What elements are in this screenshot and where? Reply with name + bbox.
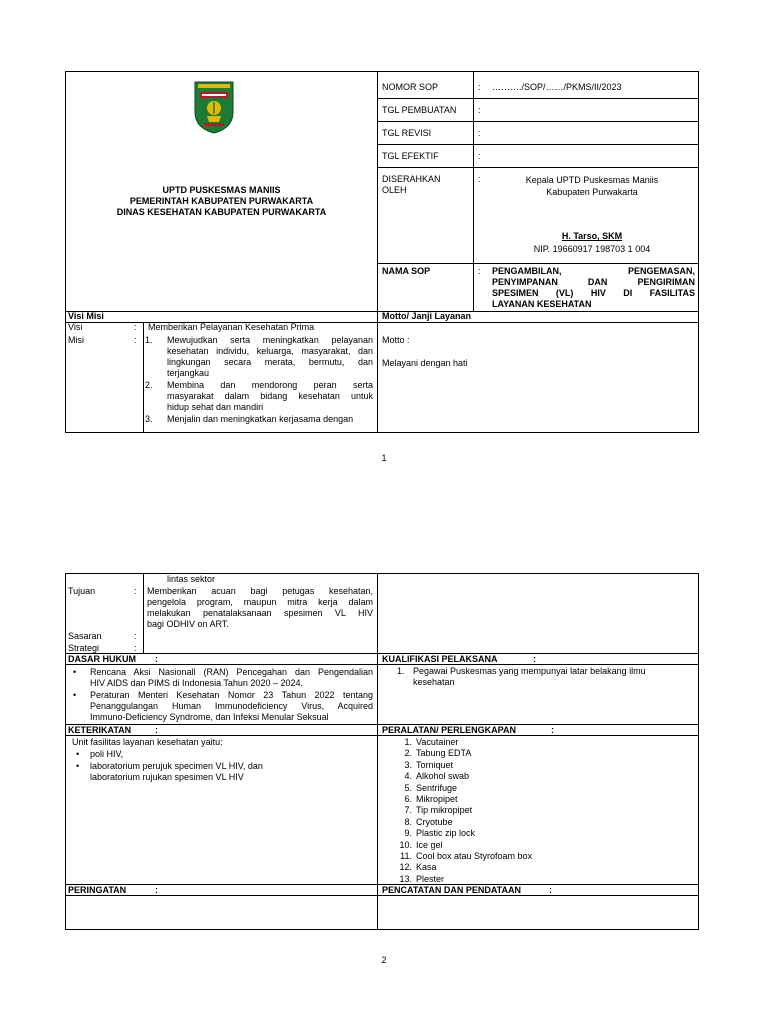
- misi-continuation: lintas sektor: [167, 574, 216, 584]
- colon: :: [478, 128, 481, 138]
- dasar-hukum-item-2: [90, 690, 373, 723]
- misi-line: Menjalin dan meningkatkan kerjasama dengan: [167, 414, 354, 424]
- signer-title: [492, 174, 692, 198]
- misi-line: hidup sehat dan mandiri: [167, 402, 264, 412]
- row-divider: [377, 98, 699, 99]
- list-text: Alkohol swab: [416, 771, 470, 782]
- list-num: 8.: [404, 816, 412, 827]
- misi-item-1-num: 1.: [145, 335, 153, 345]
- table-border: [698, 573, 699, 929]
- table-border: [698, 71, 699, 432]
- misi-line: Membina dan mendorong peran serta: [167, 380, 373, 390]
- list-num: 12.: [399, 862, 412, 873]
- list-text: Kasa: [416, 862, 437, 873]
- motto-header: Motto/ Janji Layanan: [382, 311, 472, 321]
- dasar-hukum-item-1: [90, 667, 373, 689]
- list-num: 4.: [404, 771, 412, 782]
- nomor-sop-label: NOMOR SOP: [382, 82, 439, 92]
- list-item: [390, 794, 590, 805]
- list-item: [390, 783, 590, 794]
- tgl-revisi-label: TGL REVISI: [382, 128, 432, 138]
- dasar-hukum-line: Peraturan Menteri Kesehatan Nomor 23 Tahun 2022 tentang: [90, 690, 373, 700]
- motto-text: Melayani dengan hati: [382, 358, 468, 368]
- colon: :: [134, 643, 137, 653]
- list-num: 7.: [404, 805, 412, 816]
- diserahkan-label-line-2: OLEH: [382, 185, 407, 195]
- kualifikasi-item-num: 1.: [397, 666, 405, 676]
- misi-line: terjangkau: [167, 368, 210, 378]
- dasar-hukum-line: HIV AIDS dan PIMS di Indonesia Tahun 2020 – 2024.: [90, 678, 303, 688]
- signer-title-line-2: Kabupaten Purwakarta: [546, 187, 638, 197]
- colon: :: [155, 654, 158, 664]
- misi-label: Misi: [68, 335, 84, 345]
- nama-sop-line-4: LAYANAN KESEHATAN: [492, 299, 592, 309]
- row-divider: [377, 167, 699, 168]
- colon: :: [478, 105, 481, 115]
- bullet-icon: •: [73, 667, 77, 677]
- dasar-hukum-line: Penanggulangan Human Immunodeficiency Virus, Acquired: [90, 701, 373, 711]
- sasaran-label: Sasaran: [68, 631, 102, 641]
- nama-sop-line-2: PENYIMPANAN DAN PENGIRIMAN: [492, 277, 695, 287]
- dasar-hukum-line: Immuno-Deficiency Syndrome, dan Infeksi Menular Seksual: [90, 712, 329, 722]
- org-line-3: DINAS KESEHATAN KABUPATEN PURWAKARTA: [116, 207, 327, 217]
- column-divider: [143, 573, 144, 653]
- list-num: 2.: [404, 748, 412, 759]
- list-item: [390, 771, 590, 782]
- tujuan-text: [147, 586, 373, 630]
- misi-line: Mewujudkan serta meningkatkan pelayanan: [167, 335, 373, 345]
- colon: :: [134, 631, 137, 641]
- row-divider: [377, 121, 699, 122]
- diserahkan-label-line-1: DISERAHKAN: [382, 174, 441, 184]
- column-divider: [143, 322, 144, 432]
- kualifikasi-line: kesehatan: [413, 677, 455, 687]
- list-num: 6.: [404, 793, 412, 804]
- misi-line: lingkungan secara merata, bermutu, dan: [167, 357, 373, 367]
- misi-line: kesehatan individu, keluarga, masyarakat, dan: [167, 346, 373, 356]
- list-num: 13.: [399, 873, 412, 884]
- list-item: [390, 748, 590, 759]
- keterikatan-item: [90, 761, 263, 783]
- list-item: [390, 760, 590, 771]
- peringatan-header: PERINGATAN: [68, 885, 127, 895]
- kualifikasi-line: Pegawai Puskesmas yang mempunyai latar belakang ilmu: [413, 666, 646, 676]
- dasar-hukum-line: Rencana Aksi Nasionall (RAN) Pencegahan dan Pengendalian: [90, 667, 373, 677]
- colon: :: [478, 151, 481, 161]
- colon: :: [134, 335, 137, 345]
- list-item: [390, 862, 590, 873]
- list-text: Sentrifuge: [416, 782, 458, 793]
- misi-item-1: [167, 335, 373, 379]
- colon: :: [551, 725, 554, 735]
- nama-sop-value: [492, 266, 695, 310]
- keterikatan-intro: Unit fasilitas layanan kesehatan yaitu:: [72, 737, 223, 747]
- page-number: 2: [381, 955, 387, 965]
- list-item: [390, 828, 590, 839]
- colon: :: [533, 654, 536, 664]
- tujuan-line: Memberikan acuan bagi petugas kesehatan,: [147, 586, 373, 596]
- visi-label: Visi: [68, 322, 83, 332]
- list-item: [390, 874, 590, 885]
- signer-title-line-1: Kepala UPTD Puskesmas Maniis: [525, 175, 659, 185]
- keterikatan-header: KETERIKATAN: [68, 725, 132, 735]
- signer-name: H. Tarso, SKM: [561, 231, 623, 241]
- bullet-icon: •: [76, 749, 80, 759]
- page-number: 1: [381, 453, 387, 463]
- list-item: [390, 851, 590, 862]
- org-name: [66, 185, 377, 218]
- visi-misi-header: Visi Misi: [68, 311, 104, 321]
- list-text: Mikropipet: [416, 793, 458, 804]
- colon: :: [155, 725, 158, 735]
- row-divider: [377, 144, 699, 145]
- nomor-sop-value: ………./SOP/……/PKMS/II/2023: [492, 82, 622, 92]
- list-item: [390, 840, 590, 851]
- list-text: Vacutainer: [416, 737, 459, 747]
- table-border: [65, 573, 66, 929]
- tgl-pembuatan-label: TGL PEMBUATAN: [382, 105, 457, 115]
- table-border: [377, 573, 378, 929]
- keterikatan-line: laboratorium rujukan spesimen VL HIV: [90, 772, 244, 782]
- misi-item-2-num: 2.: [145, 380, 153, 390]
- tujuan-label: Tujuan: [68, 586, 96, 596]
- nama-sop-line-1: PENGAMBILAN, PENGEMASAN,: [492, 266, 695, 276]
- list-text: Cryotube: [416, 816, 453, 827]
- strategi-label: Strategi: [68, 643, 100, 653]
- misi-item-3: [167, 414, 373, 425]
- list-num: 9.: [404, 828, 412, 839]
- list-text: Cool box atau Styrofoam box: [416, 850, 533, 861]
- tgl-efektif-label: TGL EFEKTIF: [382, 151, 439, 161]
- peralatan-list: [390, 737, 590, 885]
- colon: :: [134, 586, 137, 596]
- table-border: [65, 71, 699, 72]
- list-num: 5.: [404, 782, 412, 793]
- colon: :: [134, 322, 137, 332]
- list-text: Plastic zip lock: [416, 828, 476, 839]
- colon: :: [478, 82, 481, 92]
- table-border: [65, 929, 699, 930]
- colon: :: [155, 885, 158, 895]
- list-text: Tabung EDTA: [416, 748, 472, 759]
- list-text: Plester: [416, 873, 445, 884]
- motto-label: Motto :: [382, 335, 410, 345]
- tujuan-line: bagi ODHIV on ART.: [147, 619, 229, 629]
- table-border: [65, 432, 699, 433]
- colon: :: [478, 174, 481, 184]
- org-line-2: PEMERINTAH KABUPATEN PURWAKARTA: [129, 196, 314, 206]
- list-item: [390, 817, 590, 828]
- list-num: 10.: [399, 839, 412, 850]
- tujuan-line: pengelola program, maupun mitra kerja dalam: [147, 597, 373, 607]
- purwakarta-regency-emblem-icon: [192, 78, 236, 134]
- org-line-1: UPTD PUSKESMAS MANIIS: [162, 185, 281, 195]
- list-text: Torniquet: [416, 759, 454, 770]
- table-border: [377, 71, 378, 432]
- row-divider: [377, 263, 699, 264]
- misi-item-3-num: 3.: [145, 414, 153, 424]
- keterikatan-item: poli HIV,: [90, 749, 124, 759]
- list-item: [390, 737, 590, 748]
- misi-line: masyarakat dalam bidang kesehatan untuk: [167, 391, 373, 401]
- signer-nip: NIP. 19660917 198703 1 004: [533, 244, 651, 254]
- diserahkan-label: [382, 174, 441, 196]
- list-item: [390, 805, 590, 816]
- colon: :: [478, 266, 481, 276]
- bullet-icon: •: [73, 690, 77, 700]
- peralatan-header: PERALATAN/ PERLENGKAPAN: [382, 725, 517, 735]
- kualifikasi-item: [413, 666, 646, 688]
- nama-sop-line-3: SPESIMEN (VL) HIV DI FASILITAS: [492, 288, 695, 298]
- list-num: 3.: [404, 759, 412, 770]
- list-num: 1.: [404, 737, 412, 747]
- column-divider: [473, 71, 474, 311]
- list-num: 11.: [400, 850, 412, 861]
- tujuan-line: melakukan penatalaksanaan spesimen VL HIV: [147, 608, 373, 618]
- list-text: Ice gel: [416, 839, 443, 850]
- table-border: [65, 71, 66, 432]
- table-border: [65, 573, 699, 574]
- list-text: Tip mikropipet: [416, 805, 473, 816]
- dasar-hukum-header: DASAR HUKUM: [68, 654, 136, 664]
- visi-text: Memberikan Pelayanan Kesehatan Prima: [148, 322, 315, 332]
- pencatatan-header: PENCATATAN DAN PENDATAAN: [382, 885, 521, 895]
- colon: :: [549, 885, 552, 895]
- nama-sop-label: NAMA SOP: [382, 266, 431, 276]
- misi-item-2: [167, 380, 373, 413]
- bullet-icon: •: [76, 761, 80, 771]
- kualifikasi-header: KUALIFIKASI PELAKSANA: [382, 654, 498, 664]
- keterikatan-line: laboratorium perujuk specimen VL HIV, dan: [90, 761, 263, 771]
